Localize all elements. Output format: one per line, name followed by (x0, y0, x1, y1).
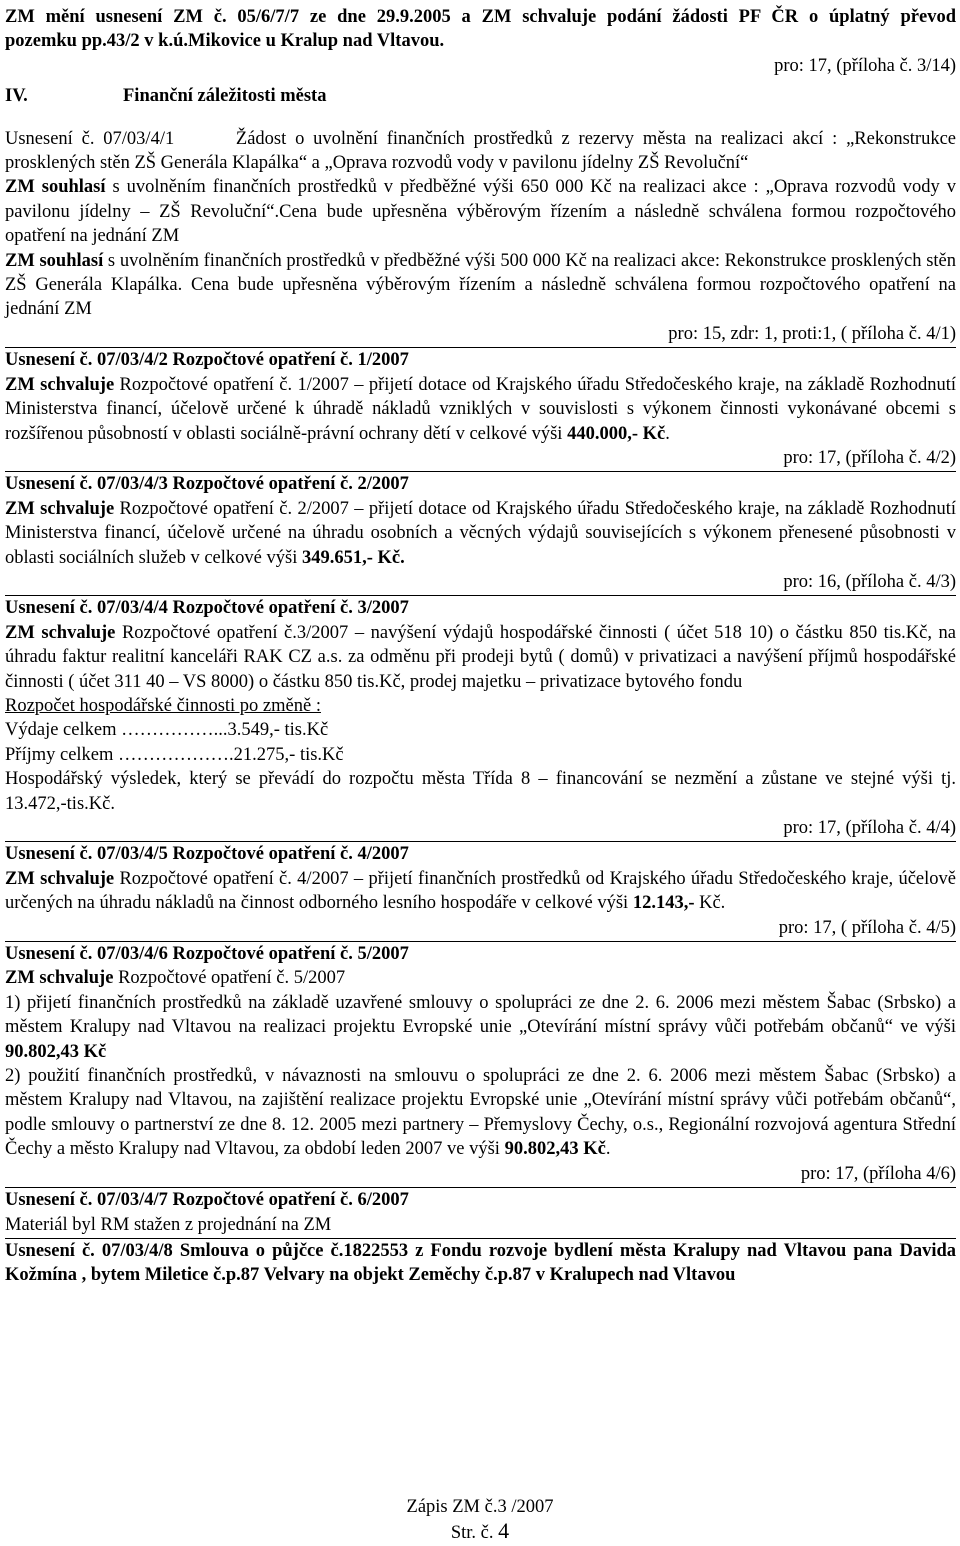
zm-verb: ZM schvaluje (5, 622, 116, 643)
budget-result: Hospodářský výsledek, který se převádí do rozpočtu města Třída 8 – financování se nezmění a zůstane ve stejné výši tj. 13.472,-tis.Kč. (5, 769, 956, 814)
resolution-3-vote: pro: 16, (příloha č. 4/3) (783, 571, 956, 592)
footer-page: Str. č. 4 (450, 1518, 510, 1544)
resolution-7-text: Materiál byl RM stažen z projednání na ZM (5, 1214, 332, 1235)
footer-minutes-label: Zápis ZM č.3 /2007 (406, 1497, 554, 1517)
resolution-1 (5, 127, 956, 349)
resolution-3 (5, 472, 956, 596)
resolution-8-heading: Usnesení č. 07/03/4/8 Smlouva o půjčce č.1822553 z Fondu rozvoje bydlení města Kralupy nad Vltavou pana Davida Kožmína , bytem Miletice č.p.87 Velvary na objekt Zeměchy č.p.87 v Kralupech nad Vltavou (5, 1240, 956, 1286)
resolution-1-text-2: ZM souhlasí s uvolněním finančních prostředků v předběžné výši 500 000 Kč na realizaci akce: Rekonstrukce prosklených stěn ZŠ Generála Klapálka. Cena bude upřesněna výběrovým řízením a následně schválena formou rozpočtového opatření na jednání ZM (5, 250, 956, 320)
resolution-2-vote: pro: 17, (příloha č. 4/2) (783, 447, 956, 468)
page-number: 4 (498, 1518, 510, 1544)
resolution-4-heading: Usnesení č. 07/03/4/4 Rozpočtové opatření č. 3/2007 (5, 598, 409, 619)
resolution-6-vote: pro: 17, (příloha 4/6) (800, 1163, 956, 1184)
budget-expenses: Výdaje celkem ……………...3.549,- tis.Kč (5, 720, 329, 741)
budget-title: Rozpočet hospodářské činnosti po změně : (5, 695, 321, 716)
zm-verb: ZM souhlasí (5, 177, 106, 198)
resolution-4 (5, 596, 956, 842)
resolution-1-text-1: ZM souhlasí s uvolněním finančních prostředků v předběžné výši 650 000 Kč na realizaci akce : „Oprava rozvodů vody v pavilonu jídelny – ZŠ Revoluční“.Cena bude upřesněna výběrovým řízením a následně schválena formou rozpočtového opatření na jednání ZM (5, 177, 956, 247)
resolution-1-number: Usnesení č. 07/03/4/1 (5, 128, 175, 149)
section-number: IV. (5, 86, 28, 107)
amount: 90.802,43 Kč (504, 1139, 606, 1160)
header-vote: pro: 17, (příloha č. 3/14) (774, 55, 956, 76)
resolution-2-text: ZM schvaluje Rozpočtové opatření č. 1/2007 – přijetí dotace od Krajského úřadu Středočeského kraje, na základě Rozhodnutí Ministerstva financí, účelově určené k úhradě nákladů vzniklých v souvislosti s výkonem činnosti vykonávané obcemi s rozšířenou působností v oblasti sociálně-právní ochrany dětí v celkové výši 440.000,- Kč. (5, 374, 956, 444)
resolution-1-vote: pro: 15, zdr: 1, proti:1, ( příloha č. 4/1) (668, 323, 956, 344)
zm-verb: ZM schvaluje (5, 968, 114, 989)
resolution-5-heading: Usnesení č. 07/03/4/5 Rozpočtové opatření č. 4/2007 (5, 844, 409, 865)
resolution-6-text: ZM schvaluje Rozpočtové opatření č. 5/2007 (5, 968, 346, 989)
resolution-8 (5, 1239, 956, 1288)
amount: 440.000,- Kč (567, 423, 666, 444)
resolution-6-heading: Usnesení č. 07/03/4/6 Rozpočtové opatření č. 5/2007 (5, 944, 409, 965)
zm-verb: ZM schvaluje (5, 868, 115, 889)
header-line-1: ZM mění usnesení ZM č. 05/6/7/7 ze dne 29.9.2005 a ZM schvaluje podání žádosti PF ČR o úplatný převod (5, 7, 956, 27)
resolution-7 (5, 1188, 956, 1239)
resolution-6-item-1: 1) přijetí finančních prostředků na základě uzavřené smlouvy o spolupráci ze dne 2. 6. 2006 mezi městem Šabac (Srbsko) a městem Kralupy nad Vltavou na realizaci projektu Evropské unie „Otevírání místní správy vůči potřebám občanů“ ve výši 90.802,43 Kč (5, 992, 956, 1062)
document-page (5, 5, 956, 1288)
resolution-4-vote: pro: 17, (příloha č. 4/4) (783, 818, 956, 838)
resolution-3-text: ZM schvaluje Rozpočtové opatření č. 2/2007 – přijetí dotace od Krajského úřadu Středočeského kraje, na základě Rozhodnutí Ministerstva financí, účelově určené na úhradu osobních a věcných výdajů souvisejících s výkonem přenesené působnosti v oblasti sociálních služeb v celkové výši 349.651,- Kč. (5, 498, 956, 568)
resolution-5-vote: pro: 17, ( příloha č. 4/5) (778, 917, 956, 938)
footer (0, 1495, 960, 1546)
resolution-4-text: ZM schvaluje Rozpočtové opatření č.3/2007 – navýšení výdajů hospodářské činnosti ( účet 518 10) o částku 850 tis.Kč, na úhradu faktur realitní kanceláři RAK CZ a.s. za odměnu při prodeji bytů ( domů) v privatizaci a navýšení příjmů hospodářské činnosti ( účet 311 40 – VS 8000) o částku 850 tis.Kč, prodej majetku – privatizace bytového fondu (5, 622, 956, 692)
budget-income: Příjmy celkem ……………….21.275,- tis.Kč (5, 744, 344, 765)
resolution-2 (5, 348, 956, 472)
resolution-2-heading: Usnesení č. 07/03/4/2 Rozpočtové opatření č. 1/2007 (5, 350, 409, 371)
zm-verb: ZM souhlasí (5, 250, 104, 271)
zm-verb: ZM schvaluje (5, 374, 115, 395)
header-line-2: pozemku pp.43/2 v k.ú.Mikovice u Kralup nad Vltavou. (5, 31, 445, 52)
zm-verb: ZM schvaluje (5, 498, 115, 519)
amount: 349.651,- Kč. (301, 547, 405, 568)
resolution-5-text: ZM schvaluje Rozpočtové opatření č. 4/2007 – přijetí finančních prostředků od Krajského úřadu Středočeského kraje, účelově určených na úhradu nákladů na činnost odborného lesního hospodáře v celkové výši 12.143,- Kč. (5, 868, 956, 914)
resolution-6-item-2: 2) použití finančních prostředků, v návaznosti na smlouvu o spolupráci ze dne 2. 6. 2006 mezi městem Šabac (Srbsko) a městem Kralupy nad Vltavou, na zajištění realizace projektu Evropské unie „Otevírání místní správy vůči potřebám občanů“, podle smlouvy o partnerství ze dne 8. 12. 2005 mezi partnery – Přemyslovy Čechy, o.s., Regionální rozvojová agentura Střední Čechy a město Kralupy nad Vltavou, za období leden 2007 ve výši 90.802,43 Kč. (5, 1066, 956, 1160)
resolution-1-subject: Žádost o uvolnění finančních prostředků z rezervy města na realizaci akcí : „Rekonstrukce prosklených stěn ZŠ Generála Klapálka“ a „Oprava rozvodů vody v pavilonu jídelny ZŠ Revoluční“ (5, 128, 957, 174)
section-heading (5, 84, 956, 108)
resolution-1-heading (5, 127, 956, 176)
resolution-7-heading: Usnesení č. 07/03/4/7 Rozpočtové opatření č. 6/2007 (5, 1190, 409, 1211)
resolution-3-heading: Usnesení č. 07/03/4/3 Rozpočtové opatření č. 2/2007 (5, 474, 409, 495)
amount: 90.802,43 Kč (5, 1041, 107, 1062)
section-title: Finanční záležitosti města (123, 86, 327, 107)
amount: 12.143,- (632, 893, 695, 914)
resolution-6 (5, 942, 956, 1188)
resolution-5 (5, 842, 956, 942)
